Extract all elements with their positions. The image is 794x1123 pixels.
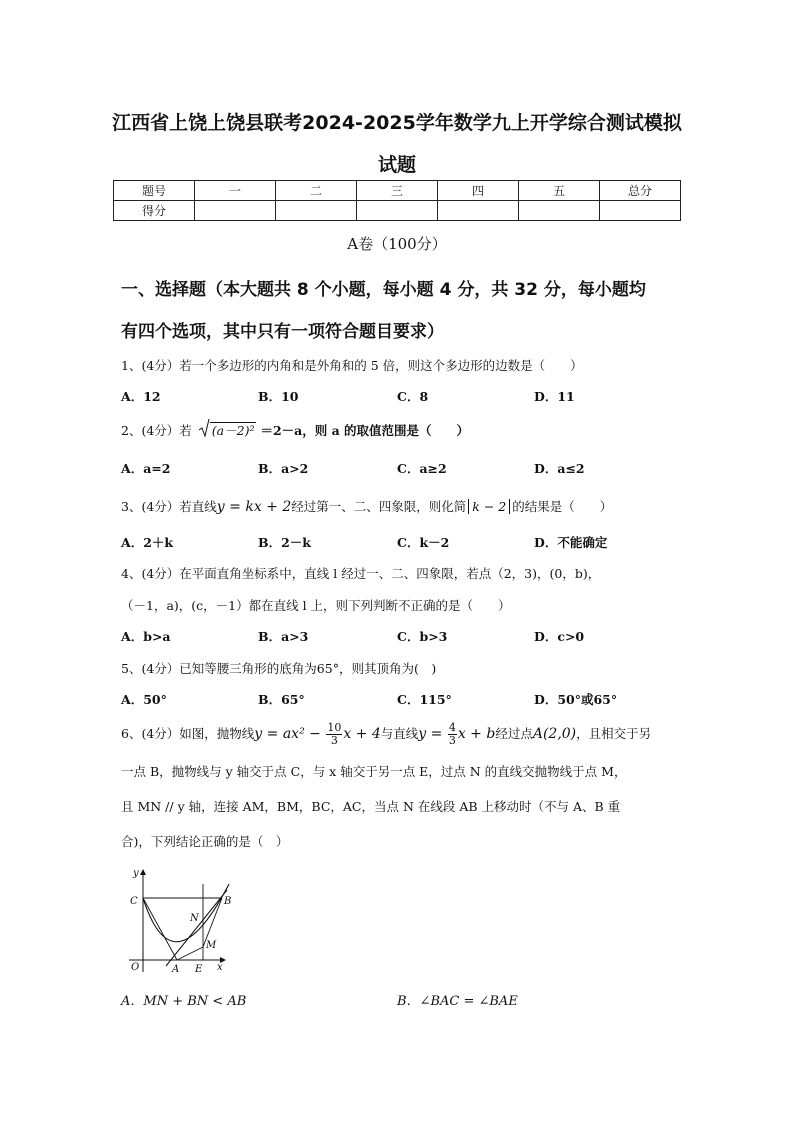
question-6-stem-line2: 一点 B，抛物线与 y 轴交于点 C，与 x 轴交于另一点 E，过点 N 的直线交抛物线于点 M，: [121, 764, 627, 779]
q3-stem-mid: 经过第一、二、四象限，则化简: [291, 499, 467, 514]
exam-title-line2: 试题: [377, 154, 416, 176]
score-header-cell: 五: [519, 181, 600, 201]
q6-option-a-text: A．MN + BN < AB: [121, 994, 247, 1009]
score-cell: [438, 201, 519, 221]
question-6-stem-line3: 且 MN // y 轴，连接 AM，BM，BC，AC，当点 N 在线段 AB 上移动时（不与 A、B 重: [121, 799, 621, 814]
q2-option-a-text: A．a=2: [121, 461, 171, 476]
score-header-cell: 一: [195, 181, 276, 201]
label-x: x: [217, 962, 223, 973]
q3-expr: y = kx + 2: [216, 499, 292, 515]
label-e: E: [195, 964, 203, 975]
q3-option-c: [397, 533, 449, 551]
q2-option-d-text: D．a≤2: [534, 461, 585, 476]
q3-option-c-text: C．k－2: [397, 535, 450, 550]
q5-option-b: [258, 690, 305, 708]
score-cell: [357, 201, 438, 221]
label-a: A: [172, 964, 180, 975]
segment-am: [177, 947, 203, 960]
q6-eq2: y =: [418, 726, 447, 742]
q6-line1-tail: ，且相交于另: [576, 726, 652, 741]
q6-frac2-num: 4: [448, 721, 456, 734]
q5-option-a-text: A．50°: [121, 692, 167, 707]
q1-option-d-text: D．11: [534, 389, 575, 404]
q6-frac2: [448, 722, 457, 747]
score-cell: [600, 201, 681, 221]
label-o: O: [131, 962, 140, 973]
question-5-stem: 5、(4分）已知等腰三角形的底角为65°，则其顶角为( ): [121, 661, 437, 676]
score-table-score-row: [114, 201, 681, 221]
label-c: C: [130, 896, 138, 907]
exam-title-line1: 江西省上饶上饶县联考2024-2025学年数学九上开学综合测试模拟: [112, 112, 682, 134]
q6-line1-post: 经过点: [495, 726, 533, 741]
q1-option-a: [121, 387, 161, 405]
q6-option-b-text: B．∠BAC = ∠BAE: [397, 994, 518, 1009]
question-1-stem: 1、(4分）若一个多边形的内角和是外角和的 5 倍，则这个多边形的边数是（ ）: [121, 358, 583, 373]
q6-frac2-den: 3: [448, 734, 456, 747]
q4-option-a: [121, 627, 171, 645]
q1-option-b: [258, 387, 298, 405]
q3-option-d: [534, 533, 607, 551]
q6-eq1: y = ax² −: [254, 726, 326, 742]
score-header-cell: 三: [357, 181, 438, 201]
q4-option-c-text: C．b>3: [397, 629, 448, 644]
q6-frac1: [326, 722, 342, 747]
q3-stem-pre: 3、(4分）若直线: [121, 499, 217, 514]
label-n: N: [190, 913, 199, 924]
line-ab: [166, 890, 227, 966]
q2-radicand: (a－2)²: [211, 423, 255, 438]
q3-option-a-text: A．2＋k: [121, 535, 174, 550]
q1-option-b-text: B．10: [258, 389, 299, 404]
q5-option-d: [534, 690, 617, 708]
q2-option-b-text: B．a>2: [258, 461, 309, 476]
q3-stem-post: 的结果是（ ）: [512, 499, 613, 514]
q3-option-a: [121, 533, 173, 551]
q6-frac1-num: 10: [327, 721, 342, 734]
q1-option-c-text: C．8: [397, 389, 429, 404]
q5-option-b-text: B．65°: [258, 692, 305, 707]
q5-option-c: [397, 690, 452, 708]
q6-line1-mid: 与直线: [380, 726, 419, 741]
q1-option-d: [534, 387, 575, 405]
score-header-cell: 总分: [600, 181, 681, 201]
q3-option-b: [258, 533, 311, 551]
sqrt-icon: [198, 418, 210, 438]
q2-radical: [198, 421, 257, 439]
score-header-cell: 四: [438, 181, 519, 201]
q6-line1-pre: 6、(4分）如图，抛物线: [121, 726, 255, 741]
q1-option-a-text: A．12: [121, 389, 161, 404]
q2-stem-post: ＝2－a，则 a 的取值范围是（ ）: [260, 423, 470, 438]
question-2-stem: [121, 421, 469, 439]
label-m: M: [206, 940, 217, 951]
q2-option-d: [534, 459, 585, 477]
q6-option-a: [121, 990, 246, 1009]
score-cell: [195, 201, 276, 221]
q3-abs-expr: k − 2: [468, 499, 510, 514]
question-6-stem-line4: 合)，下列结论正确的是（ ）: [121, 834, 289, 849]
q2-stem-pre: 2、(4分）若: [121, 423, 192, 438]
q5-option-a: [121, 690, 167, 708]
q6-point-a: A(2,0): [532, 726, 577, 742]
q3-option-d-text: D．不能确定: [534, 535, 608, 550]
q5-option-c-text: C．115°: [397, 692, 452, 707]
q1-option-c: [397, 387, 428, 405]
q6-option-b: [397, 990, 518, 1009]
q2-option-c: [397, 459, 447, 477]
q2-option-c-text: C．a≥2: [397, 461, 447, 476]
part-a-heading: A卷（100分）: [347, 235, 447, 253]
section1-heading-line1: 一、选择题（本大题共 8 个小题，每小题 4 分，共 32 分，每小题均: [121, 280, 646, 300]
score-header-cell: 二: [276, 181, 357, 201]
q5-option-d-text: D．50°或65°: [534, 692, 618, 707]
question-3-stem: [121, 497, 612, 515]
label-b: B: [224, 896, 231, 907]
q2-option-a: [121, 459, 170, 477]
q4-option-b: [258, 627, 308, 645]
question-6-stem-line1: [121, 722, 651, 747]
q4-option-c: [397, 627, 447, 645]
q4-option-d-text: D．c>0: [534, 629, 585, 644]
label-y: y: [133, 868, 139, 879]
score-row-label: 得分: [114, 201, 195, 221]
q6-eq1b: x + 4: [343, 726, 381, 742]
q4-option-d: [534, 627, 584, 645]
q2-option-b: [258, 459, 308, 477]
q4-option-a-text: A．b>a: [121, 629, 171, 644]
score-table-header-row: [114, 181, 681, 201]
score-table: [113, 180, 681, 221]
question-4-stem-line2: （－1，a)，(c，－1）都在直线 l 上，则下列判断不正确的是（ ）: [121, 598, 511, 613]
score-header-cell: 题号: [114, 181, 195, 201]
score-cell: [519, 201, 600, 221]
question-4-stem-line1: 4、(4分）在平面直角坐标系中，直线 l 经过一、二、四象限，若点（2，3)，(0，b)，: [121, 566, 601, 581]
score-cell: [276, 201, 357, 221]
q6-figure: [121, 866, 231, 976]
q6-frac1-den: 3: [330, 734, 338, 747]
q3-option-b-text: B．2－k: [258, 535, 311, 550]
section1-heading-line2: 有四个选项，其中只有一项符合题目要求）: [121, 322, 444, 342]
q4-option-b-text: B．a>3: [258, 629, 309, 644]
q6-eq2b: x + b: [457, 726, 496, 742]
segment-ac: [143, 898, 177, 960]
